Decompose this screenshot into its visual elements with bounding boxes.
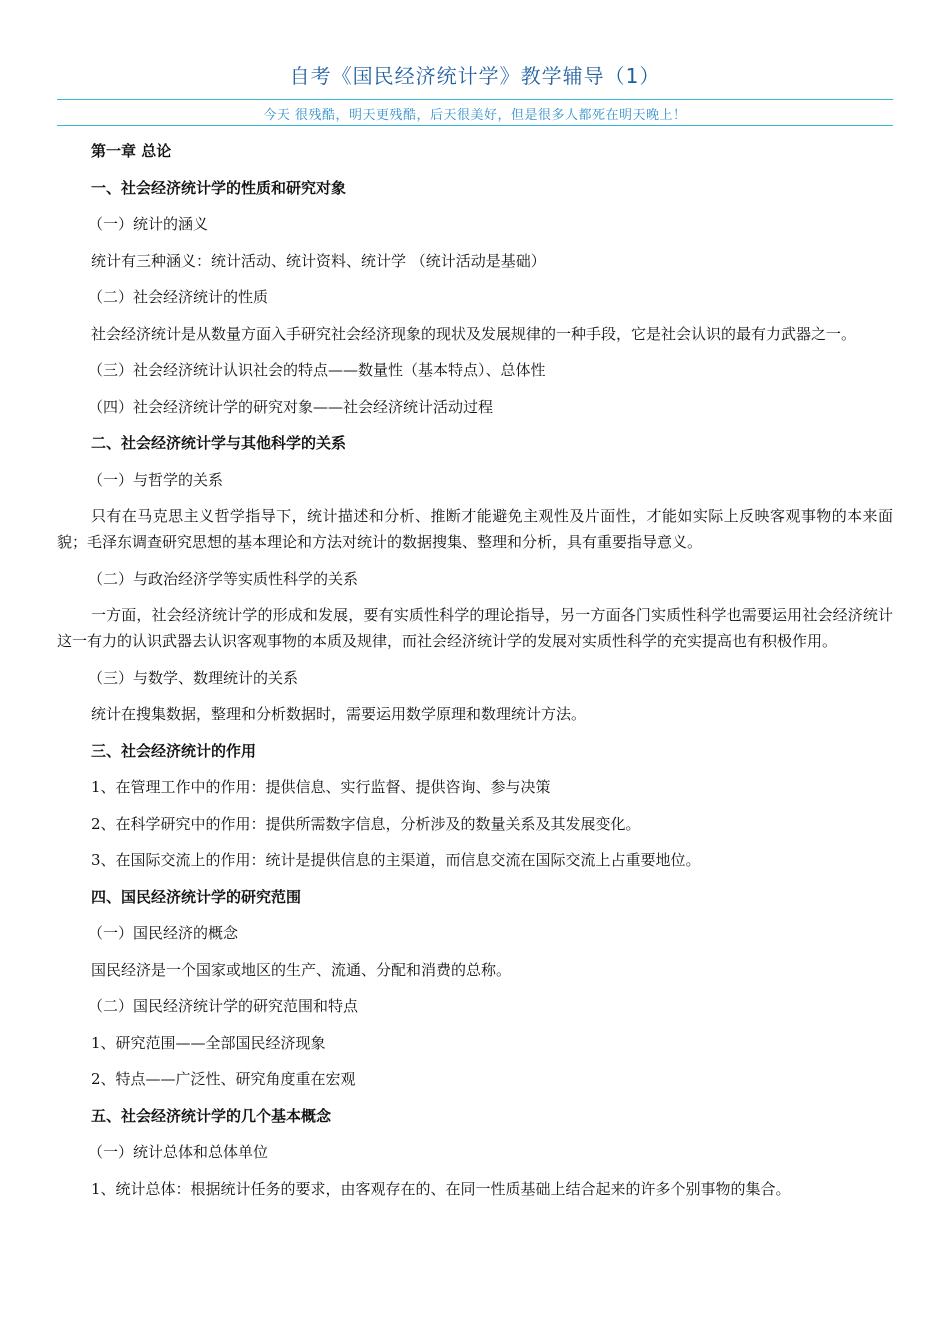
paragraph-1-1: 统计有三种涵义：统计活动、统计资料、统计学 （统计活动是基础）: [91, 251, 546, 270]
paragraph-2-3: 统计在搜集数据，整理和分析数据时，需要运用数学原理和数理统计方法。: [91, 705, 587, 723]
subsection-heading-5-1: （一）统计总体和总体单位: [88, 1143, 269, 1161]
document-title: 自考《国民经济统计学》教学辅导（1）: [289, 64, 661, 88]
section-heading-3: 三、社会经济统计的作用: [91, 741, 257, 760]
chapter-heading: 第一章 总论: [91, 142, 172, 160]
document-motto: 今天 很残酷，明天更残酷，后天很美好，但是很多人都死在明天晚上！: [263, 108, 687, 123]
list-item-4-2-2: 2、特点——广泛性、研究角度重在宏观: [91, 1070, 356, 1088]
subsection-heading-4-1: （一）国民经济的概念: [88, 924, 239, 942]
header-rule-top: [57, 99, 893, 100]
paragraph-2-2: 一方面，社会经济统计学的形成和发展，要有实质性科学的理论指导，另一方面各门实质性科学也需要运用社会经济统计这一有力的认识武器去认识客观事物的本质及规律，而社会经济统计学的发展对实质性科学的充实提高也有积极作用。: [57, 606, 893, 650]
list-item-3-1: 1、在管理工作中的作用：提供信息、实行监督、提供咨询、参与决策: [91, 778, 551, 796]
subsection-heading-2-3: （三）与数学、数理统计的关系: [88, 668, 299, 687]
list-item-5-1-1: 1、统计总体：根据统计任务的要求，由客观存在的、在同一性质基础上结合起来的许多个别事物的集合。: [91, 1179, 791, 1198]
subsection-heading-1-4: （四）社会经济统计学的研究对象——社会经济统计活动过程: [88, 397, 494, 416]
subsection-heading-4-2: （二）国民经济统计学的研究范围和特点: [88, 997, 359, 1015]
section-heading-5: 五、社会经济统计学的几个基本概念: [91, 1106, 332, 1125]
paragraph-2-1: 只有在马克思主义哲学指导下，统计描述和分析、推断才能避免主观性及片面性，才能如实际上反映客观事物的本来面貌；毛泽东调查研究思想的基本理论和方法对统计的数据搜集、整理和分析，具有重要指导意义。: [57, 507, 893, 551]
section-heading-4: 四、国民经济统计学的研究范围: [91, 887, 302, 906]
subsection-heading-1-1: （一）统计的涵义: [88, 215, 209, 233]
list-item-4-2-1: 1、研究范围——全部国民经济现象: [91, 1033, 326, 1052]
subsection-heading-2-1: （一）与哲学的关系: [88, 470, 224, 489]
subsection-heading-1-3: （三）社会经济统计认识社会的特点——数量性（基本特点）、总体性: [88, 361, 546, 379]
list-item-3-2: 2、在科学研究中的作用：提供所需数字信息，分析涉及的数量关系及其发展变化。: [91, 814, 641, 833]
subsection-heading-1-2: （二）社会经济统计的性质: [88, 288, 269, 306]
header-rule-bottom: [57, 125, 893, 126]
paragraph-4-1: 国民经济是一个国家或地区的生产、流通、分配和消费的总称。: [91, 960, 512, 979]
list-item-3-3: 3、在国际交流上的作用：统计是提供信息的主渠道，而信息交流在国际交流上占重要地位。: [91, 851, 701, 869]
section-heading-2: 二、社会经济统计学与其他科学的关系: [91, 434, 347, 452]
document-body: [57, 138, 893, 1212]
section-heading-1: 一、社会经济统计学的性质和研究对象: [91, 178, 347, 197]
subsection-heading-2-2: （二）与政治经济学等实质性科学的关系: [88, 569, 359, 588]
paragraph-1-2: 社会经济统计是从数量方面入手研究社会经济现象的现状及发展规律的一种手段，它是社会认识的最有力武器之一。: [91, 324, 857, 343]
